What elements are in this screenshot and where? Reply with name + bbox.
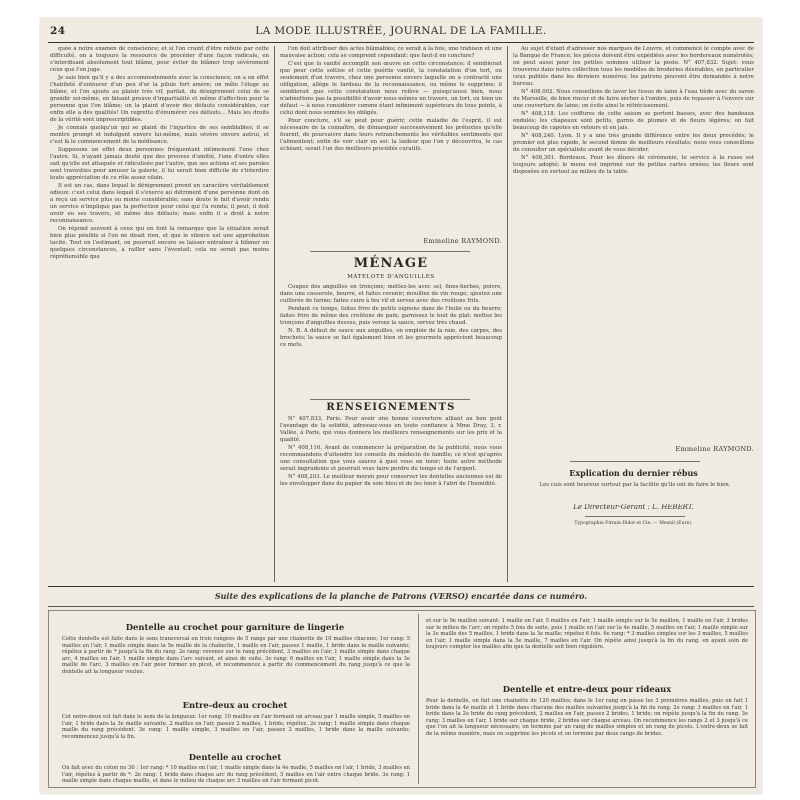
- dentelle-crochet-text: On fait avec du coton no 30 : 1er rang: * 10 mailles en l'air, 1 maille simple dans la 4e maille, 5 mailles en l'air, 1 bride, 3 mailles en l'air, répétez à partir de *. 2e rang: 1 bride dans chaque arc du rang précédent, 5 mailles en l'air entre chaque bride. 3e rang: 1 maille simple dans chaque maille, et dans le milieu de chaque arc 3 mailles en l'air formant picot.: [62, 765, 410, 784]
- column-divider: [507, 46, 508, 582]
- entre-deux-title: Entre-deux au crochet: [182, 700, 288, 710]
- page-header: [40, 25, 762, 41]
- rebus-answer: Les cuis sont heureux surtout par la facilité qu'ils ont de faire le bien.: [539, 482, 731, 488]
- col1-paragraph: Je connais quelqu'un qui se plaint de l'injustice de ses semblables; il se montre prompt et indulgent envers lui-même, mais sévère envers autrui, et c'est là le commencement de la médisance.: [50, 125, 269, 145]
- col2-paragraph: l'on doit attribuer des actes blâmables; ce serait à la fois, une trahison et une mauvaise action; cela se comprend cependant: que faut-il en conclure?: [280, 46, 502, 59]
- dentelle-rideaux-text: Pour la dentelle, on fait une chaînette de 120 mailles; dans le 1er rang on passe les 3 premières mailles, puis on fait 1 bride dans la 4e maille et 1 bride dans chacune des mailles suivantes jusqu'à la fin du rang. 2e rang: 3 mailles en l'air, 1 bride dans la 2e bride du rang précédent, 2 mailles en l'air, passez 2 brides, 1 bride; on répète jusqu'à la fin du rang. 3e rang: 3 mailles en l'air, 1 bride sur chaque bride, 2 brides sur chaque arceau. On recommence les rangs 2 et 3 jusqu'à ce que l'on ait la longueur nécessaire; on termine par un rang de mailles simples et un rang de picots. L'entre-deux se fait de la même manière, mais on supprime les picots et on termine par deux rangs de brides.: [426, 698, 748, 737]
- col1-paragraph: On répond souvent à ceux qui en font la remarque que la situation serait bien plus pénible si l'on ne disait rien, et que le silence est une approbation tacite. Tout en l'estimant, on pourrait encore se laisser entraîner à blâmer en quelques circonstances, à railler sans l'éventail; cela ne serait pas moins répréhensible que: [50, 226, 269, 260]
- section-rule: [310, 399, 470, 400]
- page-number: 24: [50, 25, 66, 37]
- dentelle-lingerie-title: Dentelle au crochet pour garniture de lingerie: [125, 622, 345, 632]
- section-rule: [570, 461, 700, 462]
- entre-deux-text: Cet entre-deux est fait dans le sens de la longueur. 1er rang: 10 mailles en l'air formant un arceau par 1 maille simple, 5 mailles en l'air, 1 bride dans la 3e maille suivante, 2 mailles en l'air, passez 2 mailles, 1 bride; répétez. 2e rang: 1 maille simple dans chaque maille du rang précédent. 3e rang: 1 maille simple, 3 mailles en l'air, passez 2 mailles, 1 bride dans la maille suivante; recommencez jusqu'à la fin.: [62, 714, 410, 740]
- renseignements-text: [280, 416, 502, 582]
- col3-signature: Emmeline RAYMOND.: [675, 446, 754, 453]
- menage-subtitle: MATELOTE D'ANGUILLES: [347, 274, 435, 280]
- col3-paragraph: N° 408,118. Les coiffures de cette saison se portent basses, avec des bandeaux ondulés; les chapeaux sont petits, garnis de plumes et de fleurs légères; on fait beaucoup de capotes en velours et en jais.: [513, 111, 754, 131]
- menage-paragraph: Coupez des anguilles en tronçons; mettez-les avec sel, fines-herbes, poivre, dans une casserole, beurre, et faites revenir; mouillez de vin rouge; ajoutez une cuillerée de farine; faites cuire à feu vif et servez avec des croûtons frits.: [280, 284, 502, 304]
- col1-paragraph: quée à notre examen de conscience; et si l'on craint d'être rebuté par cette difficulté, on a toujours la ressource de procéder d'une façon radicale, en s'interdisant absolument tout blâme, pour éviter de blâmer trop sévèrement ceux que l'on juge.: [50, 46, 269, 73]
- pattern-continuation-text: et sur le 9e maillon suivant: 1 maille en l'air, 5 mailles en l'air, 1 maille simple sur le 5e maillon, 1 maille en l'air, 3 brides sur le milieu de l'arc; on répète 5 fois de suite, puis 1 maille en l'air sur la 4e maille, 5 mailles en l'air, 1 maille simple sur la 3e maille des 5 mailles, 1 bride dans la 3e maille; répétez 6 fois. 6e rang: * 3 mailles simples sur les 3 mailles, 5 mailles en l'air, 1 maille simple dans la 5e maille, 7 mailles en l'air. On répète ainsi jusqu'à la fin du rang, en ayant soin de toujours compter les mailles afin que la dentelle soit bien régulière.: [426, 618, 748, 651]
- col2-paragraph: C'est que la vanité accomplit son œuvre en cette circonstance; il semblerait que pour cette sottise et cette puérile vanité, la constatation d'un tort, ou seulement d'un travers, chez une personne envers laquelle on a contracté une obligation, allège le fardeau de la reconnaissance, ou même le supprime; il semblerait que cette constatation nous relève — puisqu'aussi bien, nous n'admettons pas la possibilité d'avoir nous-mêmes un travers, un tort, ou bien un défaut — à nous considérer comme étant infiniment supérieurs de tous points, à celui dont nous sommes les obligés.: [280, 61, 502, 116]
- renseignements-paragraph: N° 407,833, Paris. Pour avoir une bonne couverture alliant au bon goût l'avantage de la solidité, adressez-vous en toute confiance à Mme Dray, 3, r. Vallée, à Paris, qui vous donnera les meilleurs renseignements sur les prix et la qualité.: [280, 416, 502, 443]
- supplement-top-rule: [48, 586, 754, 587]
- menage-title: MÉNAGE: [353, 256, 429, 271]
- director-line: Le Directeur-Gérant : L. HÉBERT.: [573, 504, 694, 511]
- renseignements-title: RENSEIGNEMENTS: [326, 402, 456, 413]
- rebus-title: Explication du dernier rébus: [569, 468, 698, 478]
- col3-paragraph: N° 408,240. Lyon. Il y a une très grande différence entre les deux procédés; le premier est plus rapide, le second donne de meilleurs résultats; nous vous conseillons de consulter un spécialiste avant de vous décider.: [513, 133, 754, 153]
- supplement-rule: [48, 606, 754, 607]
- header-rule: [48, 42, 754, 43]
- dentelle-lingerie-text: Cette dentelle est faite dans le sens transversal en trois rangées de 5 rangs par une chaînette de 10 mailles chacune; 1er rang: 5 mailles en l'air, 1 maille simple dans la 5e maille de la chaînette, 1 maille en l'air, passez 1 maille, 1 bride dans la maille suivante; répétez à partir de * jusqu'à la fin du rang. 2e rang: revenez sur le rang précédent, 3 mailles en l'air, 1 maille simple dans chaque arc, 4 mailles en l'air, 1 maille simple dans l'arc suivant, et ainsi de suite. 3e rang: 6 mailles en l'air, 1 maille simple dans la 3e maille de l'arc, 3 mailles en l'air pour former un picot, et recommencez à partir du commencement du rang jusqu'à ce que la dentelle ait la longueur voulue.: [62, 636, 410, 675]
- col2-paragraph: Pour conclure, s'il se peut pour guérir, cette maladie de l'esprit, il est nécessaire de la connaître, de démasquer successivement les prétextes qu'elle fournit, de poursuivre dans leurs retranchements les véritables sentiments qui l'alimentent; enfin de voir clair en soi: la laideur que l'on y découvrira, le cas échéant, serait l'un des meilleurs procédés curatifs.: [280, 118, 502, 152]
- col3-paragraph: N° 408,301. Bordeaux. Pour les dîners de cérémonie, le service à la russe est toujours adopté; le menu est imprimé sur de petites cartes ornées; les fleurs sont disposées en surtout au milieu de la table.: [513, 155, 754, 175]
- supplement-heading: Suite des explications de la planche de Patrons (VERSO) encartée dans ce numéro.: [214, 591, 588, 601]
- column-2-essay: [280, 46, 502, 236]
- essay-signature: Emmeline RAYMOND.: [423, 238, 502, 245]
- renseignements-paragraph: N° 408,116. Avant de commencer la préparation de la publicité, nous vous recommandons d'attendre les conseils du médecin de famille; ce n'est qu'après une consultation que vous saurez à quoi vous en tenir; toute autre méthode serait imprudente et pourrait vous faire perdre du temps et de l'argent.: [280, 445, 502, 472]
- supplement-divider: [418, 614, 419, 784]
- section-rule: [585, 516, 685, 517]
- renseignements-paragraph: N° 408,203. Le meilleur moyen pour conserver les dentelles anciennes est de les envelopper dans du papier de soie bleu et de les tenir à l'abri de l'humidité.: [280, 474, 502, 487]
- col1-paragraph: Supposons un effet deux personnes fréquentant intimement l'une chez l'autre. Si, n'ayant jamais douté que des preuves d'amitié, l'une d'entre elles sait qu'elle est attaquée et ridiculisée par l'autre, que ses actions et ses paroles sont travesties pour amuser la galerie, il lui serait bien difficile de s'interdire toute appréciation de ce rôle assez vilain.: [50, 147, 269, 181]
- newspaper-page: [40, 18, 762, 794]
- column-1: [50, 46, 269, 582]
- dentelle-crochet-title: Dentelle au crochet: [188, 752, 282, 762]
- section-rule: [310, 251, 470, 252]
- col1-paragraph: Je sais bien qu'il y a des accommodements avec la conscience; on a en effet l'habileté d'entourer d'un peu d'or la pilule fort amère; on mêle l'éloge au blâme, et l'on ajoute au plaisir très vif, parfait, du dénigrement celui de se grandir soi-même, en faisant preuve d'impartialité et même d'affection pour la personne que l'on blâme; on la plaint d'avoir des défauts considérables, car enfin elle a des qualités! On regrette d'énumérer ces défauts... Mais les droits de la vérité sont imprescriptibles.: [50, 75, 269, 123]
- dentelle-rideaux-title: Dentelle et entre-deux pour rideaux: [502, 684, 672, 694]
- column-divider: [274, 46, 275, 582]
- printer-line: Typographie Firmin-Didot et Cie. — Mesnil (Eure).: [574, 521, 693, 526]
- col1-paragraph: Il est un cas, dans lequel le dénigrement prend un caractère véritablement odieux: c'est celui dans lequel il s'exerce au détriment d'une personne dont on a reçu un service plus ou moins considérable; sans doute le fait d'avoir rendu un service n'implique pas la perfection pour celui qui l'a rendu; il peut, il doit avoir eu ses travers, et même des défauts; mais enfin il a droit à notre reconnaissance.: [50, 183, 269, 224]
- menage-text: [280, 284, 502, 394]
- menage-paragraph: Pendant ce temps, faites frire de petits oignons dans de l'huile ou du beurre; faites frire de même des croûtons de pain; garnissez le tout de plat; mettez les tronçons d'anguilles dessus, puis versez la sauce, servez très chaud.: [280, 306, 502, 326]
- menage-paragraph: N. B. A défaut de sauce aux anguilles, on emploie de la raie, des carpes, des brochets; la sauce se fait également bien et les gourmets apprécient beaucoup ce mets.: [280, 328, 502, 348]
- col3-paragraph: Au sujet d'étant d'adresser nos marques de Louvre, et commencé le compte avec de la Banque de France; les pièces doivent être expédiées avec les bordereaux numérotés; on peut aussi pour les petites sommes utiliser la poste. N° 407,832. Sujet: vous trouverez dans notre collection tous les modèles de broderies désirables, en particulier ceux publiés dans les derniers numéros; les patrons peuvent être demandés à notre bureau.: [513, 46, 754, 87]
- col3-paragraph: N° 408,002. Nous conseillons de laver les tissus de laine à l'eau tiède avec du savon de Marseille, de bien rincer et de faire sécher à l'ombre, puis de repasser à l'envers sur une couverture de laine; on évite ainsi le rétrécissement.: [513, 89, 754, 109]
- journal-title: LA MODE ILLUSTRÉE, JOURNAL DE LA FAMILLE.: [255, 25, 547, 37]
- column-3: [513, 46, 754, 442]
